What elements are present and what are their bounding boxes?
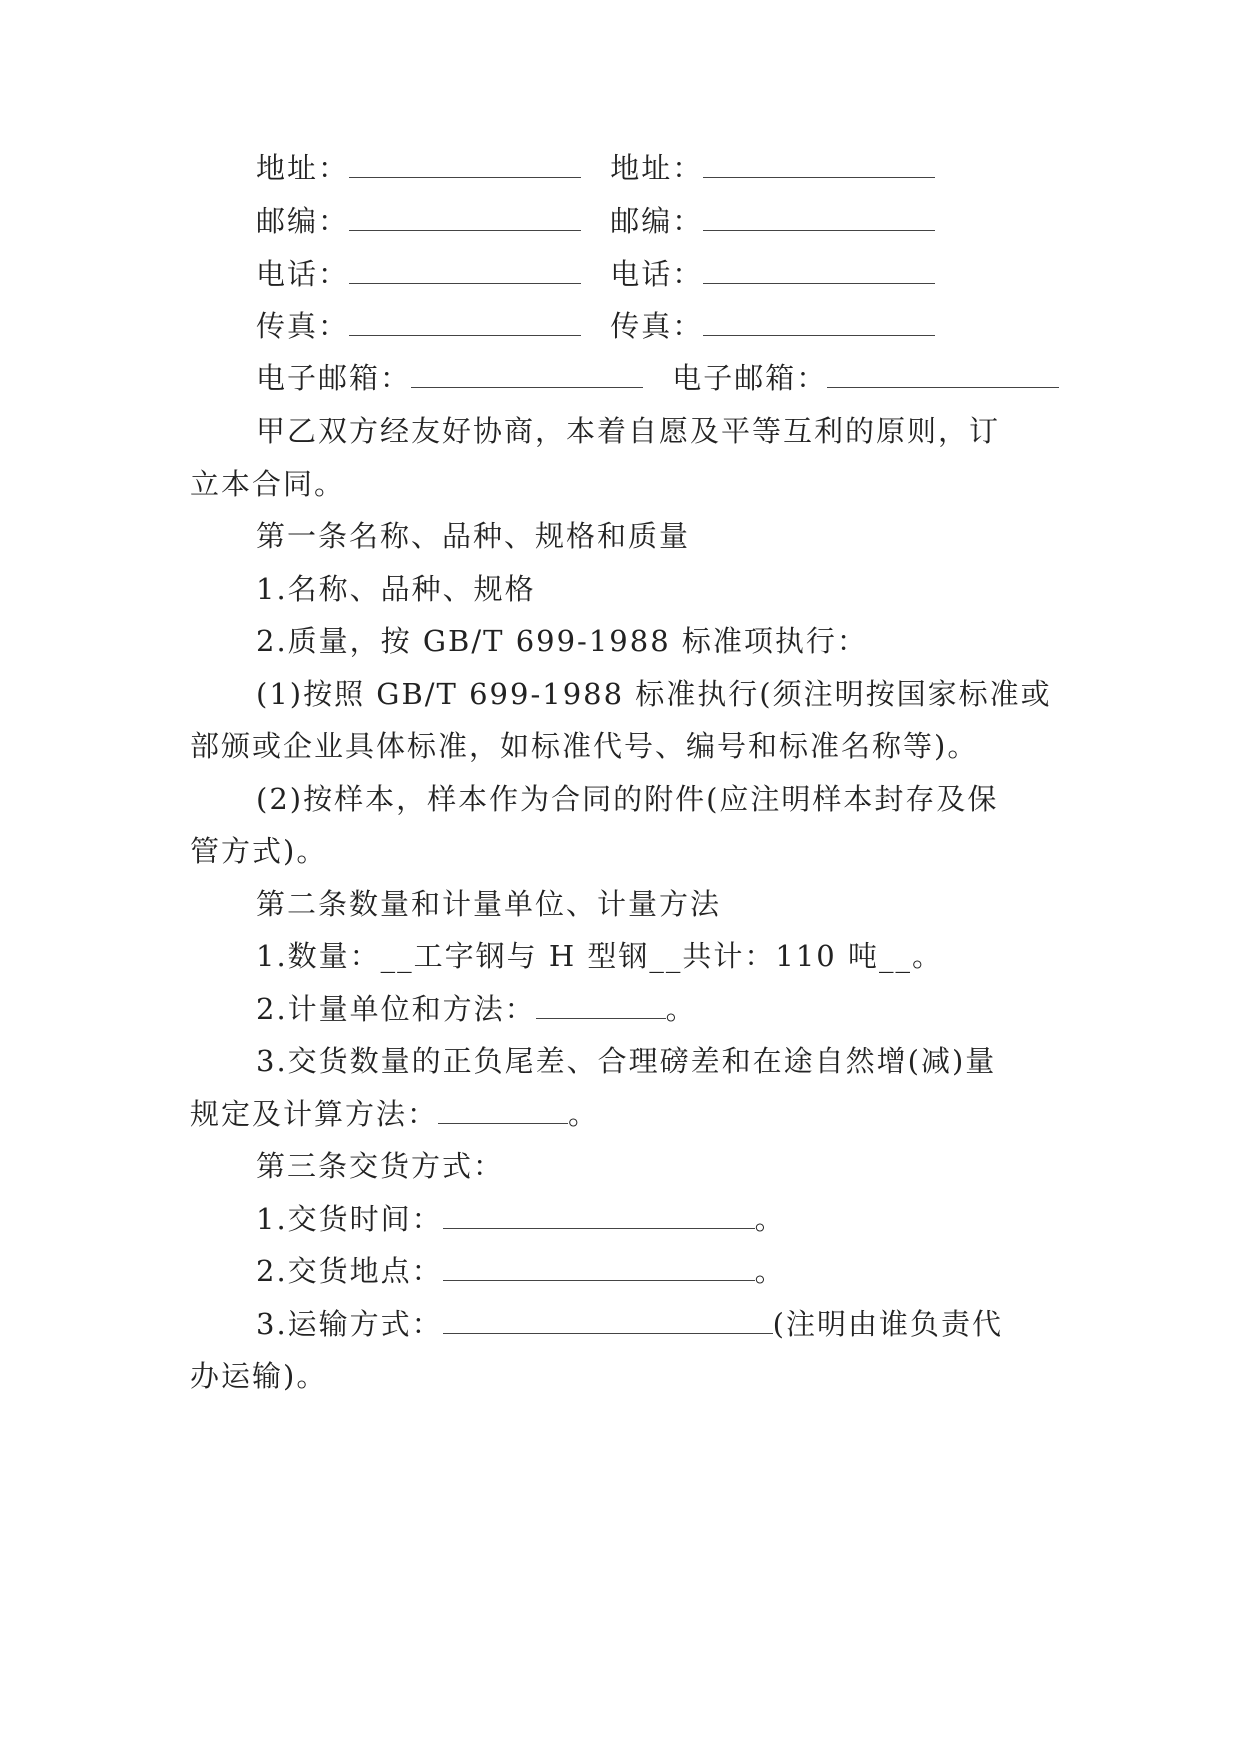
article-3-title: 第三条交货方式： (256, 1149, 505, 1183)
delivery-place-end: 。 (754, 1254, 786, 1288)
email-row (256, 358, 1060, 398)
party-b-email-label: 电子邮箱： (672, 361, 828, 395)
article-1-title: 第一条名称、品种、规格和质量 (256, 519, 691, 553)
article-3-item-3-line1 (256, 1304, 1060, 1344)
article-1-sub-1-line2: 部颁或企业具体标准，如标准代号、编号和标准名称等)。 (190, 729, 979, 763)
delivery-place-blank (443, 1252, 755, 1281)
article-2-item-1: 1.数量：__工字钢与 H 型钢__共计：110 吨__。 (256, 939, 943, 973)
article-1-item-2: 2.质量，按 GB/T 699-1988 标准项执行： (256, 624, 868, 658)
party-a-address (256, 148, 581, 188)
party-a-email (256, 358, 643, 398)
calculation-method-end: 。 (568, 1097, 600, 1131)
party-a-phone-blank (349, 255, 581, 284)
party-a-postcode-blank (349, 202, 581, 231)
party-a-phone-label: 电话： (256, 257, 350, 291)
party-a-address-label: 地址： (256, 151, 350, 185)
intro-paragraph-line1: 甲乙双方经友好协商，本着自愿及平等互利的原则，订 (256, 414, 1001, 448)
calculation-method-blank (438, 1095, 568, 1124)
party-a-fax-blank (349, 307, 581, 336)
transport-method-label: 3.运输方式： (256, 1307, 443, 1341)
party-a-postcode (256, 201, 581, 241)
measurement-unit-end: 。 (665, 992, 697, 1026)
party-a-email-label: 电子邮箱： (256, 361, 412, 395)
party-b-fax-blank (703, 307, 935, 336)
party-a-address-blank (349, 149, 581, 178)
party-a-postcode-label: 邮编： (256, 204, 350, 238)
article-1-item-1: 1.名称、品种、规格 (256, 572, 536, 606)
delivery-time-blank (443, 1200, 755, 1229)
article-1-sub-1-line1: (1)按照 GB/T 699-1988 标准执行(须注明按国家标准或 (256, 677, 1052, 711)
party-b-address-label: 地址： (610, 151, 704, 185)
article-2-item-3-line1: 3.交货数量的正负尾差、合理磅差和在途自然增(减)量 (256, 1044, 997, 1078)
address-row (256, 148, 1060, 188)
party-a-phone (256, 254, 581, 294)
party-b-phone-blank (703, 255, 935, 284)
party-a-fax-label: 传真： (256, 309, 350, 343)
fax-row (256, 306, 1060, 346)
party-b-postcode (610, 201, 935, 241)
delivery-place-label: 2.交货地点： (256, 1254, 443, 1288)
article-1-sub-2-line2: 管方式)。 (190, 834, 328, 868)
calculation-method-label: 规定及计算方法： (190, 1097, 439, 1131)
party-b-fax (610, 306, 935, 346)
transport-method-blank (443, 1305, 773, 1334)
article-1-sub-2-line1: (2)按样本，样本作为合同的附件(应注明样本封存及保 (256, 782, 999, 816)
party-a-email-blank (411, 359, 643, 388)
measurement-unit-label: 2.计量单位和方法： (256, 992, 536, 1026)
delivery-time-label: 1.交货时间： (256, 1202, 443, 1236)
article-3-item-1 (256, 1199, 1060, 1239)
party-b-fax-label: 传真： (610, 309, 704, 343)
party-b-phone (610, 254, 935, 294)
party-b-postcode-blank (703, 202, 935, 231)
transport-method-note: (注明由谁负责代 (772, 1307, 1003, 1341)
delivery-time-end: 。 (754, 1202, 786, 1236)
article-3-item-3-line2: 办运输)。 (190, 1359, 328, 1393)
party-b-address (610, 148, 935, 188)
article-2-item-3-line2 (190, 1094, 1060, 1134)
article-3-item-2 (256, 1251, 1060, 1291)
phone-row (256, 254, 1060, 294)
party-b-postcode-label: 邮编： (610, 204, 704, 238)
party-a-fax (256, 306, 581, 346)
intro-paragraph-line2: 立本合同。 (190, 467, 346, 501)
party-b-email (672, 358, 1059, 398)
postcode-row (256, 201, 1060, 241)
party-b-phone-label: 电话： (610, 257, 704, 291)
party-b-address-blank (703, 149, 935, 178)
measurement-unit-blank (536, 990, 666, 1019)
article-2-title: 第二条数量和计量单位、计量方法 (256, 887, 722, 921)
party-b-email-blank (827, 359, 1059, 388)
article-2-item-2 (256, 989, 1060, 1029)
